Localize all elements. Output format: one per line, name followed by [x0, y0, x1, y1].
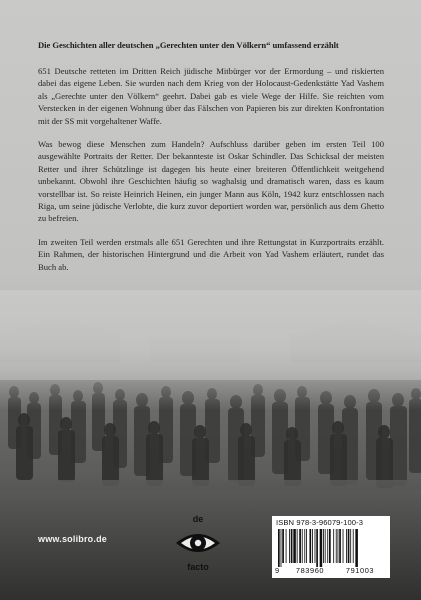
- barcode-bar: [338, 529, 339, 563]
- paragraph-2: Was bewog diese Menschen zum Handeln? Aufschluss darüber geben im ersten Teil 100 ausgewählte Portraits der Retter. Der bekannteste ist Oskar Schindler. Das Schicksal der meisten Retter und ihrer Schützlinge ist dagegen bis heute einer breiteren Öffentlichkeit weitgehend unbekannt. Obwohl ihre Geschichten häufig so waghalsig und dramatisch waren, dass es kaum vorstellbar ist. So reiste Heinrich Heinen, ein junger Mann aus Köln, 1942 kurz entschlossen nach Riga, um seine jüdische Verlobte, die kurz zuvor deportiert worden war, persönlich aus dem Ghetto zu befreien.: [38, 139, 384, 224]
- publisher-logo: [172, 513, 224, 573]
- barcode-digits-right: 791003: [345, 566, 375, 575]
- isbn-barcode: [272, 516, 390, 578]
- barcode-bar: [333, 529, 334, 563]
- eye-icon: [176, 534, 220, 552]
- barcode-bar: [348, 529, 350, 563]
- logo-bottom-text: facto: [187, 562, 209, 572]
- barcode-bar: [293, 529, 296, 563]
- barcode-bar: [350, 529, 351, 563]
- barcode-bar: [304, 529, 305, 563]
- barcode-bar: [327, 529, 328, 563]
- paragraph-1: 651 Deutsche retteten im Dritten Reich jüdische Mitbürger vor der Ermordung – und riskierten dabei das eigene Leben. Sie wurden nach dem Krieg von der Holocaust-Gedenkstätte Yad Vashem als „Gerechte unter den Völkern“ geehrt. Dabei gab es viele Wege der Hilfe. Sie reichten vom Verstecken in der eigenen Wohnung über das Fälschen von Papieren bis zur direkten Konfrontation mit der SS mit vorgehaltener Waffe.: [38, 66, 384, 126]
- barcode-bar: [289, 529, 290, 563]
- barcode-digits-left: 783960: [295, 566, 325, 575]
- barcode-bar: [286, 529, 287, 563]
- barcode-bar: [355, 529, 358, 567]
- barcode-bars: [278, 529, 384, 567]
- barcode-bar: [339, 529, 341, 563]
- barcode-digits: [275, 566, 387, 575]
- barcode-bar: [316, 529, 318, 567]
- barcode-bar: [320, 529, 323, 567]
- barcode-bar: [297, 529, 298, 563]
- logo-top-text: de: [192, 514, 204, 524]
- barcode-bar: [312, 529, 313, 563]
- barcode-bar: [309, 529, 311, 563]
- barcode-bar: [306, 529, 307, 563]
- back-cover-text: [38, 40, 384, 284]
- barcode-digit-first: 9: [275, 566, 280, 575]
- barcode-bar: [346, 529, 347, 563]
- paragraph-3: Im zweiten Teil werden erstmals alle 651 Gerechten und ihre Rettungstat in Kurzportraits erzählt. Ein Rahmen, der historischen Hintergrund und die Arbeit von Yad Vashem erläutert, rundet das Buch ab.: [38, 236, 384, 272]
- barcode-bar: [329, 529, 331, 563]
- barcode-bar: [336, 529, 337, 563]
- barcode-bar: [281, 529, 282, 567]
- publisher-website: www.solibro.de: [38, 534, 107, 544]
- barcode-bar: [325, 529, 326, 563]
- barcode-bar: [323, 529, 324, 563]
- barcode-bar: [282, 529, 284, 563]
- headline: Die Geschichten aller deutschen „Gerechten unter den Völkern“ umfassend erzählt: [38, 40, 339, 50]
- barcode-bar: [291, 529, 293, 563]
- isbn-label: ISBN 978-3-96079-100-3: [276, 518, 364, 527]
- barcode-bar: [315, 529, 316, 563]
- barcode-bar: [343, 529, 344, 563]
- barcode-bar: [278, 529, 280, 567]
- barcode-bar: [299, 529, 301, 563]
- barcode-bar: [302, 529, 303, 563]
- barcode-bar: [353, 529, 354, 563]
